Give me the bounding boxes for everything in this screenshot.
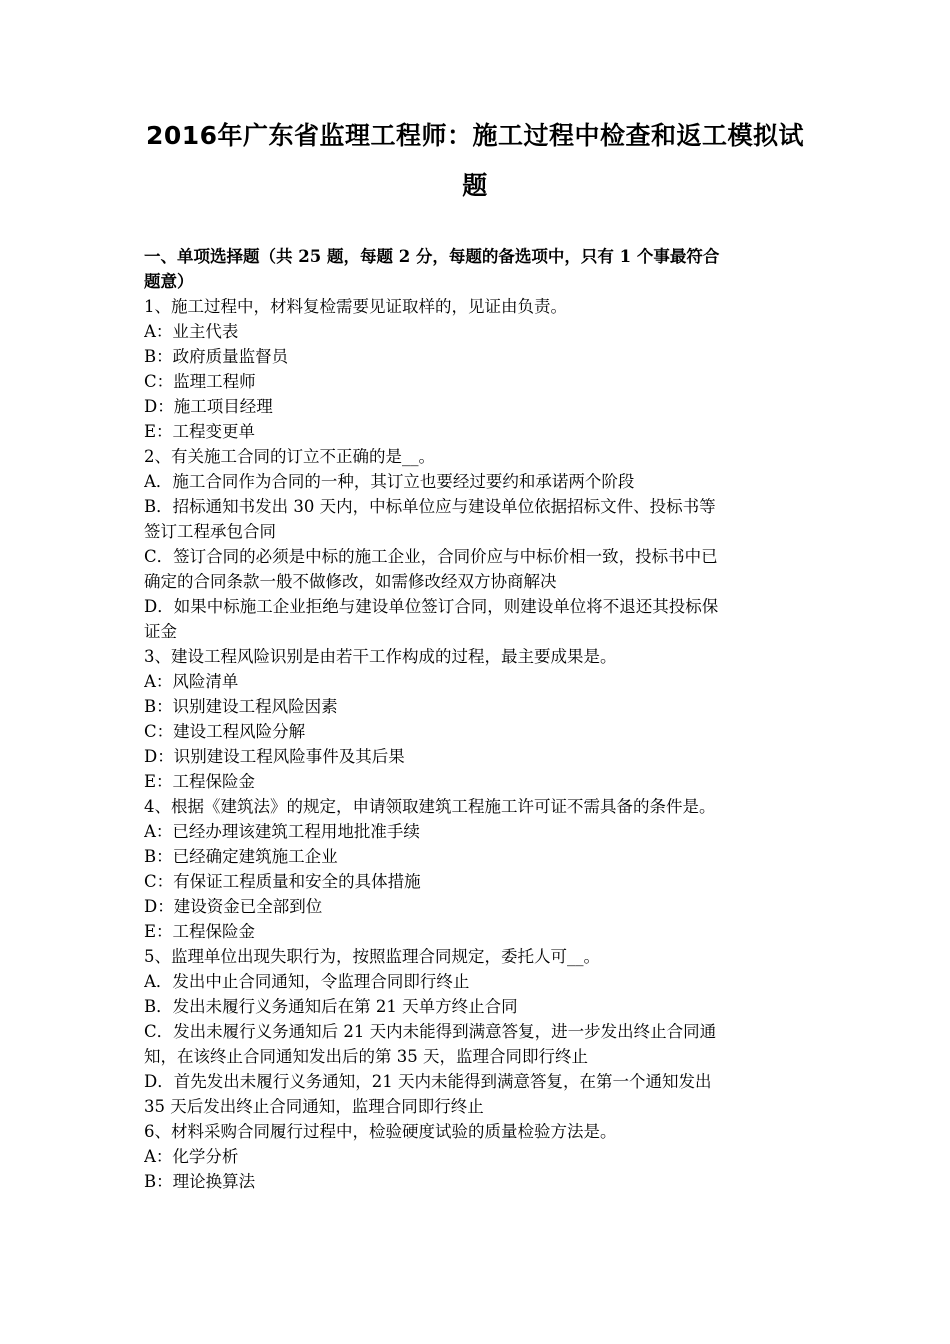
- question-text: 2、有关施工合同的订立不正确的是__。: [144, 447, 435, 466]
- document-title-continued: 题: [462, 171, 488, 200]
- answer-option: A．施工合同作为合同的一种，其订立也要经过要约和承诺两个阶段: [144, 472, 635, 491]
- answer-option: B．招标通知书发出 30 天内，中标单位应与建设单位依据招标文件、投标书等: [144, 497, 716, 516]
- answer-option: C：建设工程风险分解: [144, 722, 306, 741]
- answer-option: D：建设资金已全部到位: [144, 897, 323, 916]
- answer-option-continued: 35 天后发出终止合同通知，监理合同即行终止: [144, 1097, 484, 1116]
- answer-option: B：已经确定建筑施工企业: [144, 847, 338, 866]
- answer-option: A：业主代表: [144, 322, 239, 341]
- answer-option: C：有保证工程质量和安全的具体措施: [144, 872, 421, 891]
- answer-option: A．发出中止合同通知，令监理合同即行终止: [144, 972, 470, 991]
- answer-option: E：工程保险金: [144, 922, 256, 941]
- question-text: 5、监理单位出现失职行为，按照监理合同规定，委托人可__。: [144, 947, 600, 966]
- answer-option: C：监理工程师: [144, 372, 256, 391]
- document-title: 2016年广东省监理工程师：施工过程中检查和返工模拟试: [145, 121, 805, 150]
- answer-option-continued: 证金: [144, 622, 177, 641]
- answer-option-continued: 知，在该终止合同通知发出后的第 35 天，监理合同即行终止: [144, 1047, 588, 1066]
- answer-option: D．首先发出未履行义务通知，21 天内未能得到满意答复，在第一个通知发出: [144, 1072, 712, 1091]
- answer-option: E：工程保险金: [144, 772, 256, 791]
- section-header-line: 一、单项选择题（共 25 题，每题 2 分，每题的备选项中，只有 1 个事最符合: [144, 247, 720, 266]
- section-header: [144, 244, 810, 294]
- section-header-line: 题意）: [144, 272, 194, 291]
- answer-option: B．发出未履行义务通知后在第 21 天单方终止合同: [144, 997, 518, 1016]
- answer-option: A：化学分析: [144, 1147, 239, 1166]
- question-text: 3、建设工程风险识别是由若干工作构成的过程，最主要成果是。: [144, 647, 617, 666]
- document-body: [144, 244, 810, 1194]
- answer-option-continued: 签订工程承包合同: [144, 522, 276, 541]
- answer-option: B：识别建设工程风险因素: [144, 697, 338, 716]
- question-text: 6、材料采购合同履行过程中，检验硬度试验的质量检验方法是。: [144, 1122, 617, 1141]
- question-text: 1、施工过程中，材料复检需要见证取样的，见证由负责。: [144, 297, 567, 316]
- answer-option: A：已经办理该建筑工程用地批准手续: [144, 822, 420, 841]
- answer-option: C．发出未履行义务通知后 21 天内未能得到满意答复，进一步发出终止合同通: [144, 1022, 717, 1041]
- answer-option: D．如果中标施工企业拒绝与建设单位签订合同，则建设单位将不退还其投标保: [144, 597, 719, 616]
- question-text: 4、根据《建筑法》的规定，申请领取建筑工程施工许可证不需具备的条件是。: [144, 797, 716, 816]
- answer-option: D：施工项目经理: [144, 397, 273, 416]
- answer-option: B：理论换算法: [144, 1172, 256, 1191]
- answer-option: B：政府质量监督员: [144, 347, 289, 366]
- answer-option: E：工程变更单: [144, 422, 256, 441]
- answer-option: C．签订合同的必须是中标的施工企业，合同价应与中标价相一致，投标书中已: [144, 547, 718, 566]
- answer-option: A：风险清单: [144, 672, 239, 691]
- answer-option-continued: 确定的合同条款一般不做修改，如需修改经双方协商解决: [144, 572, 557, 591]
- answer-option: D：识别建设工程风险事件及其后果: [144, 747, 405, 766]
